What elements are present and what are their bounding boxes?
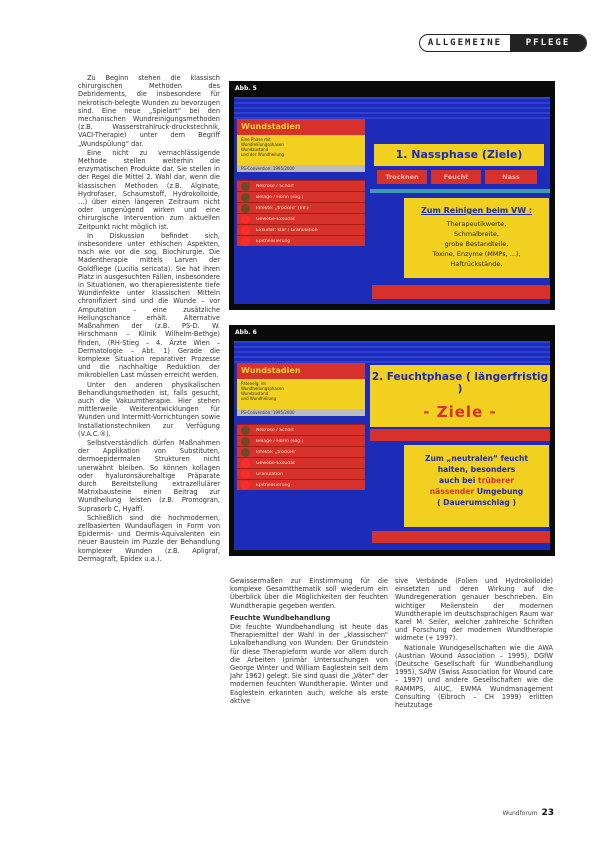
box-line: Haftrückstände, bbox=[450, 260, 503, 268]
stage-row bbox=[237, 446, 365, 457]
stage-row bbox=[237, 191, 365, 202]
slide-stripes bbox=[234, 97, 550, 119]
text-column-3 bbox=[395, 577, 553, 710]
phase-title: 2. Feuchtphase ( längerfristig ) bbox=[371, 371, 549, 395]
stage-label: Gewebe-Exsudat bbox=[256, 460, 295, 466]
goal-box bbox=[404, 445, 549, 527]
section-heading: Feuchte Wundbehandlung bbox=[230, 613, 331, 622]
figure-tag: Abb. 6 bbox=[235, 329, 257, 336]
tab-dry: Trocknen bbox=[377, 170, 427, 184]
wound-stage-panel bbox=[237, 119, 365, 172]
tab-wet: Nass bbox=[485, 170, 537, 184]
stage-row bbox=[237, 180, 365, 191]
stage-label: Beläge / Fibrin (sog.) bbox=[256, 194, 304, 200]
box-line: nässender Umgebung bbox=[429, 487, 524, 496]
paragraph: Schließlich sind die hochmodernen, zellbasierten Wundauflagen in Form von Epidermis- und Dermis-Äquivalenten ein neuer Baustein im Puzzle der Behandlung komplexer Wunden (z.B. Apligraf, Dermagraft, Epidex u.a.). bbox=[78, 513, 220, 563]
wound-stage-icon bbox=[241, 426, 250, 435]
panel-body bbox=[237, 379, 365, 409]
panel-line: und der Wundheilung bbox=[241, 152, 285, 157]
panel-line: Wundheilungsphasen bbox=[241, 386, 284, 391]
page-number: 23 bbox=[541, 808, 554, 818]
tab-moist: Feucht bbox=[431, 170, 481, 184]
stage-row bbox=[237, 235, 365, 246]
phase-tabs bbox=[377, 170, 537, 184]
stage-label: Infekte: „trocken“ (Inf.) bbox=[256, 205, 309, 211]
stage-label: Epithelisierung bbox=[256, 482, 291, 488]
wound-stage-icon bbox=[241, 470, 250, 479]
box-line: Therapeutikwerte, bbox=[446, 220, 507, 228]
panel-line: Wundzustand bbox=[241, 147, 269, 152]
section-label-general: ALLGEMEINE bbox=[427, 38, 503, 48]
stage-label: Epithelisierung bbox=[256, 238, 291, 244]
highlight-word: nässender bbox=[429, 487, 475, 496]
slide bbox=[234, 97, 550, 304]
panel-line: Pateneig. im bbox=[241, 381, 266, 386]
box-heading: Zum Reinigen beim VW : bbox=[420, 206, 533, 215]
stage-row bbox=[237, 457, 365, 468]
paragraph: Die feuchte Wundbehandlung ist heute das Therapiemittel der Wahl in der „klassischen“ Lokalbehandlung von Wunden. Der Grundstein für diese Therapieform wurde vor allem durch die Arbeiten (primär Untersuchungen von George Winter und William Eaglestein seit dem Jahr 1962) gelegt. Sie sind quasi die „Väter“ der modernen feuchten Wundtherapie. Winter und Eaglestein erkannten auch, welche als erste aktive bbox=[230, 623, 388, 705]
stage-label: Granulation bbox=[256, 471, 283, 477]
paragraph: Gewissermaßen zur Einstimmung für die komplexe Gesamtthematik soll wiederum ein Überblick über die Möglichkeiten der feuchten Wundtherapie gegeben werden. bbox=[230, 577, 388, 610]
text-column-1 bbox=[78, 74, 220, 564]
slide-stripes bbox=[234, 341, 550, 363]
page-footer bbox=[502, 808, 554, 818]
box-list bbox=[404, 219, 549, 269]
panel-line: Wundzustand bbox=[241, 391, 269, 396]
paragraph: In Diskussion befindet sich, insbesondere unter ethischen Aspekten, nach wie vor die sog. Biochirurgie. Die Madentherapie mittels Larven der Goldfliege (Lucilia sericata). Sie hat ihren Platz in ausgesuchten Fällen, insbesondere in Situationen, wo therapieresistente tiefe Wundinfekte unter klassischen Mitteln chronifiziert sind und die Wunde – vor Amputation – eine zusätzliche Heilungschance erhält. Alternative Maßnahmen der (z.B. PS-D. W. Hirschmann – Klinik Wilhelm-Bethge) finden, (RH-Stieg – 4. Ärzte Wien – Dermatologie – Abt. 1) Gerade die komplexe Situation reparativer Prozesse und die nachhaltige Reduktion der mikrobiellen Last müssen erreicht werden. bbox=[78, 231, 220, 380]
box-line: ( Dauerumschlag ) bbox=[437, 498, 516, 507]
figure-2 bbox=[229, 325, 555, 556]
stage-label: Exsudat: klar / Granulation bbox=[256, 227, 318, 233]
paragraph: Zu Beginn stehen die klassisch chirurgischen Methoden des Debridements, die insbesondere für nekrotisch-belegte Wunden zu bevorzugen sind. Eine neue „Spielart“ bei den mechanischen Wundreinigungsmethoden (z.B. Wasserstrahlruck-druckstechnik, VACI-Therapie) unter dem Begriff „Wundspülung“ dar. bbox=[78, 74, 220, 148]
panel-title: Wundstadien bbox=[237, 363, 365, 379]
wound-stage-icon bbox=[241, 448, 250, 457]
stage-row bbox=[237, 424, 365, 435]
paragraph: Selbstverständlich dürfen Maßnahmen der Applikation von Substituten, dermoepidermalen Strukturen nicht unerwähnt bleiben. So können kollagen oder hyaluronsäurehaltige Präparate durch Bereitstellung extrazellulärer Matrixbausteine einen Beitrag zur Wundheilung leisten (z.B. Promogran, Suprasorb C, Hyaff). bbox=[78, 438, 220, 513]
wound-stage-icon bbox=[241, 481, 250, 490]
red-bottom-bar bbox=[372, 285, 550, 299]
cleansing-box bbox=[404, 198, 549, 278]
stage-label: Beläge / Fibrin (sog.) bbox=[256, 438, 304, 444]
panel-title: Wundstadien bbox=[237, 119, 365, 135]
stage-label: Infekte: „trocken“ bbox=[256, 449, 297, 455]
paragraph: Unter den anderen physikalischen Behandlungsmethoden ist, falls gesucht, auch die Vakuumtherapie. Hier stehen mittlerweile Weiterentwicklungen für Wunden und Intermitt-Vorrichtungen sowie Installationstechniken zur Verfügung (V.A.C.®). bbox=[78, 380, 220, 438]
phase-goal: - Ziele - bbox=[423, 403, 497, 421]
box-line: auch bei trüberer bbox=[439, 476, 514, 485]
wound-stage-icon bbox=[241, 182, 250, 191]
wound-stage-icon bbox=[241, 226, 250, 235]
wound-stage-icon bbox=[241, 204, 250, 213]
stage-row bbox=[237, 202, 365, 213]
panel-footer: PS-Convention: 1995/2000 bbox=[237, 409, 365, 416]
stage-label: Gewebe-Exsudat bbox=[256, 216, 295, 222]
panel-line: und Wundheilung bbox=[241, 396, 277, 401]
wound-stage-icon bbox=[241, 215, 250, 224]
stage-row bbox=[237, 468, 365, 479]
slide bbox=[234, 341, 550, 550]
stage-row bbox=[237, 224, 365, 235]
paragraph: Eine nicht zu vernachlässigende Methode stellen weiterhin die enzymatischen Produkte dar. Sie stellen in der Regel die Mittel 2. Wahl dar, wenn die klassischen Methoden (z.B. Alginate, Hydrofaser, Schaumstoff, Hydrokolloide, …) über einen längeren Zeitraum nicht oder ungenügend wirken und eine chirurgische Intervention zum aktuellen Zeitpunkt nicht möglich ist. bbox=[78, 148, 220, 231]
red-bottom-bar bbox=[372, 531, 550, 543]
wound-stage-icon bbox=[241, 459, 250, 468]
stage-label: Nekrose / Schorf bbox=[256, 427, 294, 433]
panel-footer: PS-Convention: 1995/2000 bbox=[237, 165, 365, 172]
figure-tag: Abb. 5 bbox=[235, 85, 257, 92]
panel-line: Wundheilungsphasen bbox=[241, 142, 284, 147]
section-label-care: PFLEGE bbox=[510, 35, 586, 51]
paragraph: Nationale Wundgesellschaften wie die AWA (Austrian Wound Association – 1995), DGfW (Deutsche Gesellschaft für Wundbehandlung 1995), SAfW (Swiss Association for Wound care – 1997) und andere Gesellschaften wie die RAMMPS, AIUC, EWMA Wundmanagement Consulting (Eibroch – CH 1999) erlitten heutzutage bbox=[395, 643, 553, 710]
stage-label: Nekrose / Schorf bbox=[256, 183, 294, 189]
journal-name: Wundforum bbox=[502, 810, 538, 817]
box-line: Schmalbreite, bbox=[453, 230, 499, 238]
teal-divider bbox=[370, 189, 550, 193]
section-header bbox=[419, 34, 587, 52]
box-line: Zum „neutralen“ feucht bbox=[424, 454, 529, 463]
box-line: halten, besonders bbox=[437, 465, 516, 474]
wound-stage-panel bbox=[237, 363, 365, 416]
phase-title: 1. Nassphase (Ziele) bbox=[374, 144, 544, 166]
wound-stage-icon bbox=[241, 237, 250, 246]
box-line: Toxine, Enzyme (MMPs, ...), bbox=[432, 250, 521, 258]
phase-box bbox=[370, 365, 550, 427]
box-line: grobe Bestandteile, bbox=[444, 240, 509, 248]
highlight-word: trüberer bbox=[477, 476, 514, 485]
red-divider bbox=[370, 429, 550, 441]
panel-body bbox=[237, 135, 365, 165]
figure-1 bbox=[229, 81, 555, 310]
wound-stage-icon bbox=[241, 437, 250, 446]
stage-row bbox=[237, 213, 365, 224]
paragraph: sive Verbände (Folien und Hydrokolloide) einsetzten und deren Wirkung auf die Wundregeneration genauer beschrieben. Ein wichtiger Meilenstein der modernen Wundtherapie im deutschsprachigen Raum war Karel M. Seiler, welcher zahlreiche Schriften und Forschung der modernen Wundtherapie widmete (+ 1997). bbox=[395, 577, 553, 643]
stage-row bbox=[237, 479, 365, 490]
stage-row bbox=[237, 435, 365, 446]
panel-line: Eine Phase mit bbox=[241, 137, 271, 142]
wound-stage-icon bbox=[241, 193, 250, 202]
text-column-2 bbox=[230, 577, 388, 706]
